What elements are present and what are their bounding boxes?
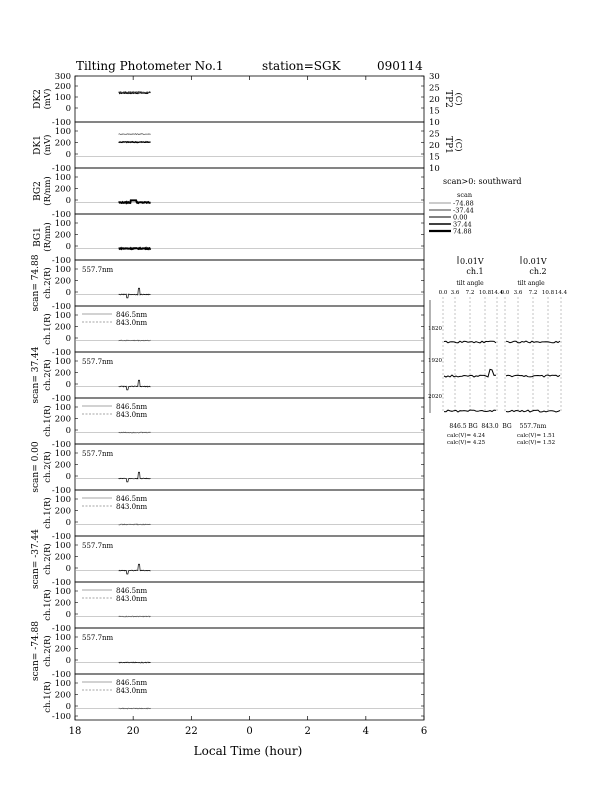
y-tick-label: 0 [65,150,71,160]
y-tick-label: -100 [51,670,71,680]
legend-label-843: 843.0nm [116,595,148,603]
y-tick-label: 200 [54,322,71,333]
y-axis-label-line2: (mV) [43,134,53,156]
y-axis-label-line1: scan= 74.88 [31,254,41,312]
legend-label-846: 846.5nm [116,495,148,503]
legend-label-846: 846.5nm [116,311,148,319]
calc-ch2-b: calc(V)= 1.52 [517,440,556,446]
date-label: 090114 [377,59,423,73]
legend-label-843: 843.0nm [116,411,148,419]
y-tick-label: 0 [65,610,71,620]
y-axis-label-line2: ch.1(R) [43,405,53,437]
y-axis-label-line1: DK2 [33,89,43,109]
tilt-tick-label: 3.6 [513,290,523,296]
y-axis-label-line2: (mV) [43,88,53,110]
y-axis-label-line2: ch.2(R) [43,359,53,391]
y-tick-label: 200 [54,368,71,379]
x-tick-label: 20 [126,726,140,737]
tilt-tick-label: 7.2 [465,290,475,296]
right-tick-label: 25 [429,129,440,140]
time-label: 2020 [428,394,442,400]
x-tick-label: 22 [184,726,198,737]
right-tick-label: 30 [429,72,440,82]
y-tick-label: 100 [54,449,71,459]
ch1-tilt-label: tilt angle [456,280,484,287]
y-tick-label: 100 [54,357,71,367]
y-tick-label: 100 [54,127,71,137]
panel-0 [33,72,464,122]
y-axis-label-line2: ch.2(R) [43,543,53,575]
y-axis-label-line1: scan= -74.88 [31,620,41,682]
station-label: station=SGK [262,59,341,73]
wavelength-label: 557.7nm [82,634,114,642]
tilt-profile-line [506,375,560,377]
panel-frame [75,260,424,306]
series-line [119,564,151,574]
calc-ch2-a: calc(V)= 1.51 [517,433,556,439]
y-axis-label-line2: (R/nm) [43,176,53,206]
y-tick-label: -100 [51,302,71,312]
tilt-profile-line [506,410,560,412]
panel-1 [33,118,464,174]
series-line [119,472,151,482]
tilt-tick-label: 10.8 [541,290,555,296]
y-tick-label: -100 [51,624,71,634]
time-label: 1820 [428,326,442,332]
y-tick-label: 0 [65,472,71,482]
y-tick-label: -100 [51,210,71,220]
tilt-axes [430,256,568,413]
y-tick-label: -100 [51,578,71,588]
panel-frame [75,536,424,582]
panel-4 [31,254,424,311]
y-tick-label: 0 [65,564,71,574]
right-tick-label: 10 [429,118,440,128]
wavelength-label: 557.7nm [82,266,114,274]
x-axis-label: Local Time (hour) [193,744,303,758]
right-tick-label: 25 [429,83,440,94]
panel-8 [31,440,424,493]
scan-legend-label: 74.88 [453,227,472,236]
panel-frame [75,352,424,398]
x-tick-label: 0 [246,726,253,737]
y-tick-label: 100 [54,219,71,229]
panel-frame [75,76,424,122]
y-tick-label: -100 [51,532,71,542]
y-axis-label-line2: ch.1(R) [43,497,53,529]
right-axis-label-line2: (C) [453,138,463,152]
panel-frame [75,168,424,214]
y-tick-label: 200 [54,506,71,517]
y-tick-label: 0 [65,426,71,436]
right-tick-label: 15 [429,152,440,163]
side-panel [428,177,568,446]
ch1-bottom-843: 843.0 [481,423,499,430]
legend-label-846: 846.5nm [116,587,148,595]
calc-ch1-b: calc(V)= 4.25 [447,440,486,446]
y-axis-label-line1: scan= 37.44 [31,346,41,404]
y-tick-label: 0 [65,380,71,390]
ch1-label: ch.1 [466,267,484,276]
y-tick-label: 100 [54,587,71,597]
panel-10 [31,529,424,589]
y-tick-label: 200 [54,644,71,655]
y-tick-label: 200 [54,138,71,149]
series-line [119,248,151,249]
y-tick-label: 200 [54,414,71,425]
y-tick-label: 100 [54,265,71,275]
x-tick-label: 6 [420,726,428,737]
y-tick-label: 100 [54,403,71,413]
ch1-bottom-bg2: BG [502,423,512,430]
y-axis-label-line2: ch.2(R) [43,451,53,483]
right-tick-label: 10 [429,164,440,174]
scan-legend-label: 37.44 [453,220,472,229]
y-tick-label: 0 [65,196,71,206]
tilt-profile-rows [428,326,560,412]
scan-legend [429,200,474,236]
calc-ch1-a: calc(V)= 4.24 [447,433,486,439]
y-tick-label: 200 [54,184,71,195]
y-tick-label: 200 [54,552,71,563]
ch2-tilt-label: tilt angle [517,280,545,287]
y-axis-label-line2: ch.2(R) [43,267,53,299]
scan-legend-label: 0.00 [453,213,468,222]
tilt-tick-label: 3.6 [450,290,460,296]
y-tick-label: 200 [54,460,71,471]
y-tick-label: 0 [65,702,71,712]
y-tick-label: 200 [54,690,71,701]
x-tick-label: 2 [304,726,311,737]
tilt-tick-label: 14.4 [554,290,568,296]
right-axis-label-line2: (C) [453,92,463,106]
y-tick-label: 0 [65,104,71,114]
legend-label-843: 843.0nm [116,319,148,327]
panel-11 [42,578,424,628]
series-line [119,524,151,525]
y-axis-label-line2: ch.1(R) [43,313,53,345]
scan-legend-label: -37.44 [453,206,474,215]
series-line [119,380,151,390]
series-line [119,662,151,663]
series-line [119,288,151,298]
legend-label-846: 846.5nm [116,403,148,411]
x-tick-label: 4 [362,726,370,737]
y-tick-label: -100 [51,440,71,450]
y-tick-label: 0 [65,334,71,344]
y-tick-label: 300 [54,72,71,82]
right-tick-label: 20 [429,95,440,105]
tilt-tick-label: 0.0 [438,290,448,296]
tilt-tick-label: 7.2 [528,290,538,296]
panel-7 [42,394,424,444]
panel-13 [42,670,424,722]
y-tick-label: 0 [65,656,71,666]
panel-frame [75,214,424,260]
y-tick-label: 200 [54,276,71,287]
panel-frame [75,628,424,674]
right-axis-label-line1: TP2 [443,90,453,108]
panel-2 [33,164,424,214]
y-tick-label: -100 [51,256,71,266]
y-tick-label: 0 [65,518,71,528]
wavelength-label: 557.7nm [82,358,114,366]
wavelength-label: 557.7nm [82,542,114,550]
y-tick-label: -100 [51,712,71,722]
y-tick-label: 100 [54,311,71,321]
y-tick-label: 100 [54,679,71,689]
y-axis-label-line1: BG1 [33,227,43,247]
panel-frame [75,444,424,490]
tilt-tick-label: 0.0 [500,290,510,296]
wavelength-label: 557.7nm [82,450,114,458]
y-tick-label: -100 [51,164,71,174]
ch2-bottom-557: 557.7nm [519,423,547,430]
ch2-scale-label: 0.01V [523,257,547,266]
series-line [119,134,151,135]
ch1-scale-label: 0.01V [460,257,484,266]
y-axis-label-line2: ch.2(R) [43,635,53,667]
y-axis-label-line1: scan= -37.44 [31,528,41,590]
legend-label-843: 843.0nm [116,687,148,695]
tilt-tick-label: 14.4 [490,290,504,296]
scan-legend-label: -74.88 [453,199,474,208]
panel-6 [31,346,424,403]
y-tick-label: 100 [54,633,71,643]
panel-3 [33,210,424,260]
y-axis-label-line1: DK1 [33,135,43,155]
y-tick-label: 200 [54,82,71,92]
y-tick-label: 100 [54,93,71,103]
y-tick-label: 200 [54,230,71,241]
legend-label-843: 843.0nm [116,503,148,511]
panel-frame [75,122,424,168]
ch2-label: ch.2 [529,267,547,276]
right-tick-label: 15 [429,106,440,117]
y-axis-label-line1: BG2 [33,181,43,201]
ch1-bottom-bg1: BG [468,423,478,430]
legend-label-846: 846.5nm [116,679,148,687]
figure-title: Tilting Photometer No.1 [76,59,224,73]
scan-legend-title: scan [457,191,473,199]
y-tick-label: -100 [51,348,71,358]
right-tick-label: 20 [429,141,440,151]
panel-5 [42,302,424,352]
ch1-bottom-846: 846.5 [449,423,467,430]
y-tick-label: -100 [51,118,71,128]
y-tick-label: -100 [51,394,71,404]
panel-9 [42,486,424,536]
y-tick-label: 100 [54,495,71,505]
y-tick-label: -100 [51,486,71,496]
time-label: 1920 [428,358,442,364]
panel-12 [31,621,424,681]
series-line [119,142,151,143]
y-axis-label-line2: ch.1(R) [43,589,53,621]
y-axis-label-line2: ch.1(R) [43,681,53,713]
scan-note: scan>0: southward [443,177,522,186]
y-tick-label: 0 [65,242,71,252]
y-tick-label: 100 [54,173,71,183]
x-tick-label: 18 [68,726,82,737]
y-axis-label-line2: (R/nm) [43,222,53,252]
right-axis-label-line1: TP1 [443,136,453,154]
y-tick-label: 0 [65,288,71,298]
y-axis-label-line1: scan= 0.00 [31,441,41,493]
y-tick-label: 100 [54,541,71,551]
y-tick-label: 200 [54,598,71,609]
tilt-tick-label: 10.8 [478,290,492,296]
